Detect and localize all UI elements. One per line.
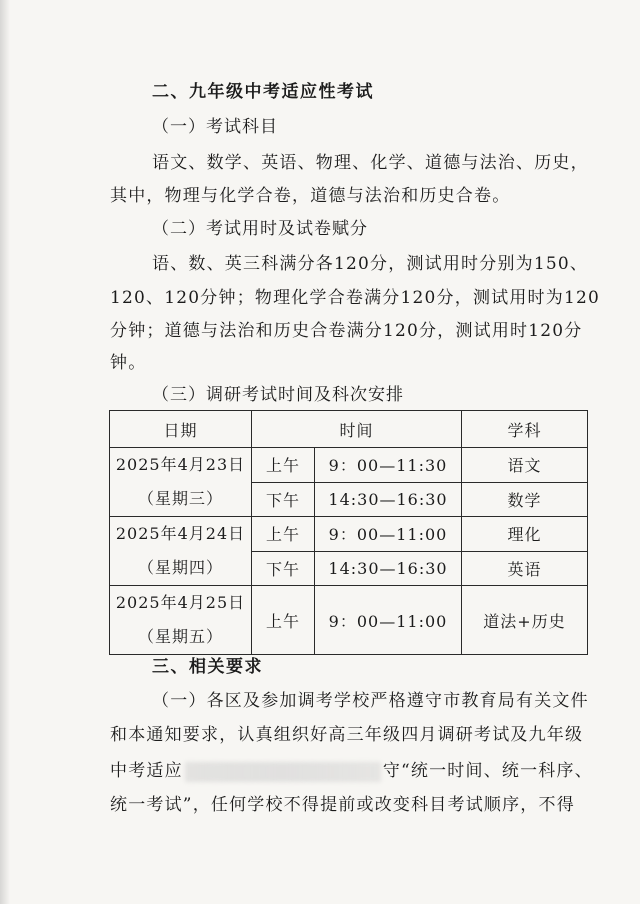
- exam-schedule-table: [109, 410, 588, 655]
- redacted-blur: [185, 762, 381, 782]
- table-row: [110, 448, 588, 483]
- weekday-text: （星期三）: [137, 489, 223, 508]
- time-cell: 14:30—16:30: [315, 551, 462, 586]
- page-shadow-edge: [0, 0, 10, 904]
- date-text: 2025年4月23日: [115, 455, 246, 474]
- sub2-line4: 钟。: [110, 353, 147, 373]
- sec3-line2: 和本通知要求，认真组织好高三年级四月调研考试及九年级: [110, 725, 584, 745]
- sub3-title: （三）调研考试时间及科次安排: [152, 385, 404, 405]
- header-time: 时间: [252, 411, 462, 448]
- sec3-line1: （一）各区及参加调考学校严格遵守市教育局有关文件: [152, 691, 589, 711]
- table-row: [110, 586, 588, 655]
- section3-heading: 三、相关要求: [152, 657, 263, 677]
- sub1-line2: 其中，物理与化学合卷，道德与法治和历史合卷。: [110, 186, 511, 206]
- period-cell: 下午: [252, 482, 315, 517]
- sub1-line1: 语文、数学、英语、物理、化学、道德与法治、历史，: [152, 153, 589, 173]
- subject-cell: 道法+历史: [462, 586, 588, 655]
- period-cell: 下午: [252, 551, 315, 586]
- subject-cell: 数学: [462, 482, 588, 517]
- date-cell: [110, 448, 252, 517]
- time-cell: 9：00—11:00: [315, 517, 462, 552]
- header-date: 日期: [110, 411, 252, 448]
- time-cell: 9：00—11:30: [315, 448, 462, 483]
- period-cell: 上午: [252, 448, 315, 483]
- sec3-line3-start: 中考适应: [110, 761, 183, 781]
- period-cell: 上午: [252, 586, 315, 655]
- section2-heading: 二、九年级中考适应性考试: [152, 82, 374, 102]
- date-text: 2025年4月25日: [115, 593, 246, 612]
- sub1-title: （一）考试科目: [152, 117, 278, 137]
- sub2-line1: 语、数、英三科满分各120分，测试用时分别为150、: [152, 254, 589, 274]
- time-cell: 14:30—16:30: [315, 482, 462, 517]
- subject-cell: 语文: [462, 448, 588, 483]
- sub2-line2: 120、120分钟；物理化学合卷满分120分，测试用时为120: [110, 288, 600, 308]
- date-cell: [110, 586, 252, 655]
- table-header-row: [110, 411, 588, 448]
- header-subject: 学科: [462, 411, 588, 448]
- sec3-line4: 统一考试”，任何学校不得提前或改变科目考试顺序，不得: [110, 795, 575, 815]
- weekday-text: （星期五）: [137, 627, 223, 646]
- subject-cell: 理化: [462, 517, 588, 552]
- period-cell: 上午: [252, 517, 315, 552]
- date-cell: [110, 517, 252, 586]
- date-text: 2025年4月24日: [115, 524, 246, 543]
- sub2-title: （二）考试用时及试卷赋分: [152, 219, 368, 239]
- weekday-text: （星期四）: [137, 558, 223, 577]
- subject-cell: 英语: [462, 551, 588, 586]
- sec3-line3-end: 守“统一时间、统一科序、: [382, 761, 593, 781]
- sub2-line3: 分钟；道德与法治和历史合卷满分120分，测试用时120分: [110, 321, 583, 341]
- time-cell: 9：00—11:00: [315, 586, 462, 655]
- table-row: [110, 517, 588, 552]
- sec3-line3: [110, 760, 593, 782]
